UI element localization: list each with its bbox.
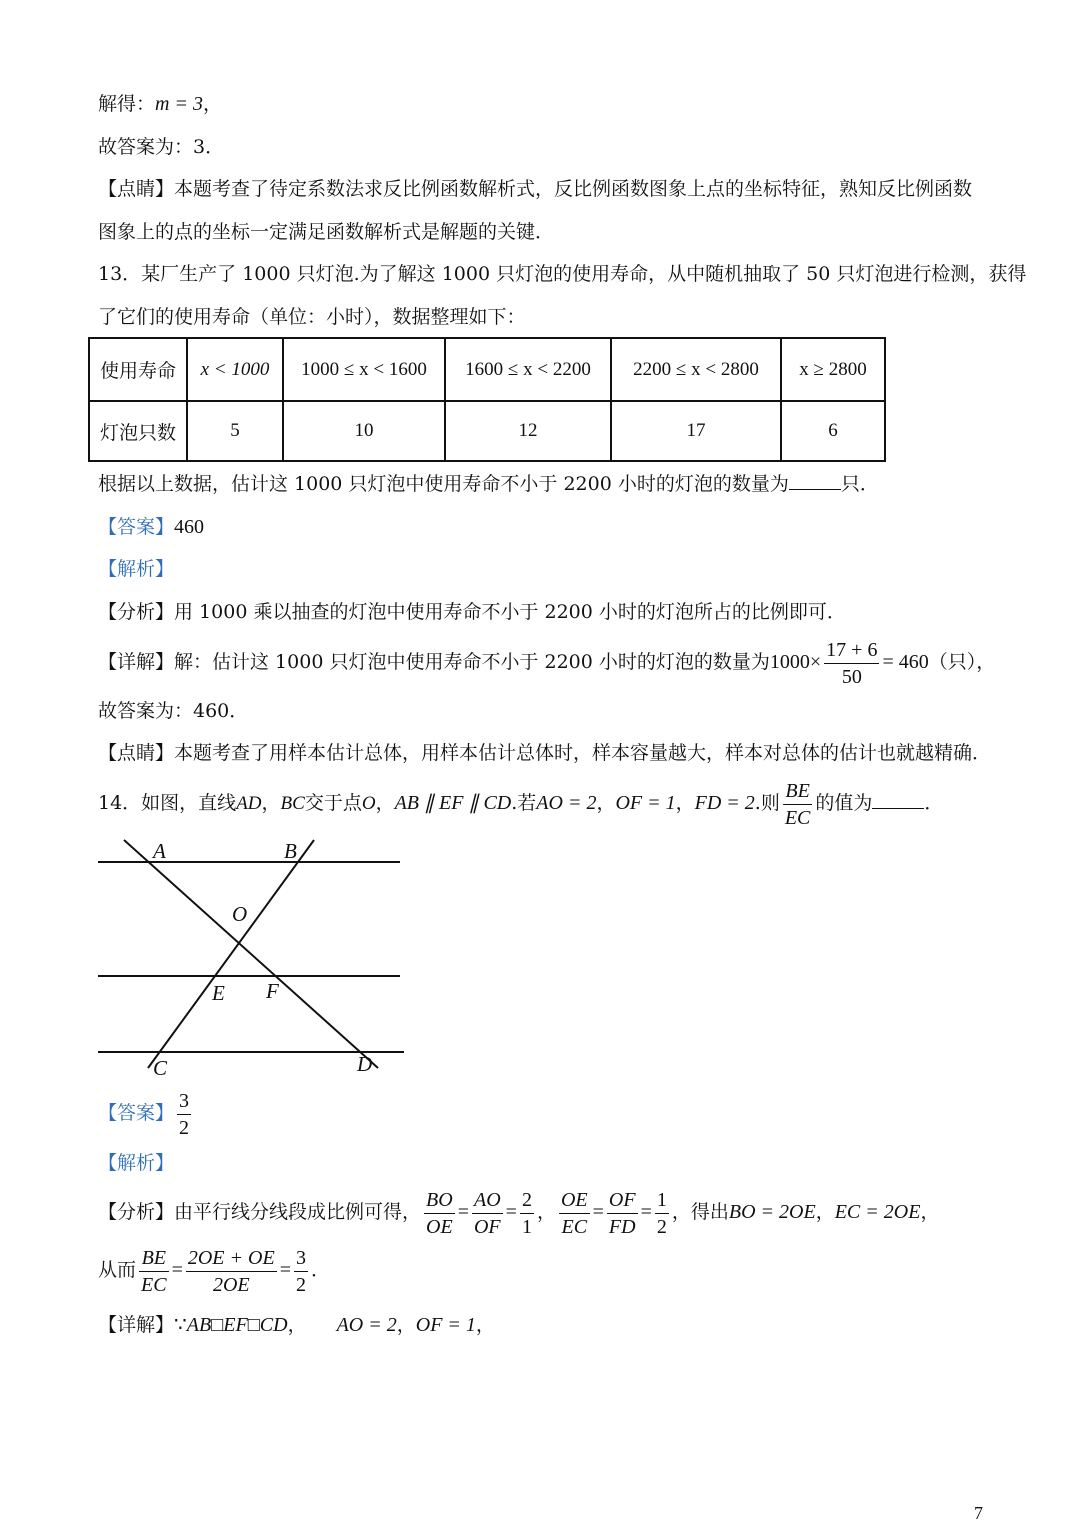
fraction: $\frac{3}{2}$	[179, 1089, 190, 1139]
q14-answer	[98, 1085, 194, 1141]
answer-tag: 【答案】	[98, 516, 175, 538]
fraction: $\frac{BE}{EC}$	[784, 779, 811, 829]
q13-stem-line-1: 13．某厂生产了 1000 只灯泡.为了解这 1000 只灯泡的使用寿命，从中随机抽取了 50 只灯泡进行检测，获得	[98, 263, 1027, 285]
table-cell: 2200 ≤ x < 2800	[611, 338, 781, 401]
q14-cong: 从而 $\frac{BE}{EC}$ = $\frac{2OE + OE}{2OE}$ = $\frac{3}{2}$ ．	[98, 1246, 330, 1296]
q14-stem: 14．如图，直线AD，BC交于点O，AB ∥ EF ∥ CD.若AO = 2，OF = 1，FD = 2.则 $\frac{BE}{EC}$ 的值为 ．	[98, 779, 944, 829]
fraction: $\frac{AO}{OF}$	[473, 1188, 501, 1238]
q13-final: 故答案为：460．	[98, 700, 249, 722]
q13-question: 根据以上数据，估计这 1000 只灯泡中使用寿命不小于 2200 小时的灯泡的数量为 只．	[98, 473, 879, 495]
q13-stem-line-2: 了它们的使用寿命（单位：小时），数据整理如下：	[98, 306, 526, 328]
fraction: $\frac{1}{2}$	[656, 1188, 667, 1238]
label-e: E	[212, 981, 225, 1005]
q13-detail: 【详解】解：估计这 1000 只灯泡中使用寿命不小于 2200 小时的灯泡的数量为1000× $\frac{17 + 6}{50}$ = 460（只），	[98, 638, 996, 688]
answer-line: 故答案为：3．	[98, 136, 225, 158]
answer-tag: 【答案】	[98, 1102, 175, 1124]
q14-detail: 【详解】∵AB□EF□CD， AO = 2，OF = 1，	[98, 1314, 495, 1336]
q13-analysis-tag: 【解析】	[98, 558, 175, 580]
q13-comment: 【点睛】本题考查了用样本估计总体，用样本估计总体时，样本容量越大，样本对总体的估计也就越精确．	[98, 742, 992, 764]
table-row	[89, 401, 885, 461]
solved-expr: m = 3	[155, 93, 203, 115]
label-b: B	[284, 839, 297, 863]
label-d: D	[357, 1052, 373, 1076]
table-cell: 17	[611, 401, 781, 461]
answer-blank	[789, 473, 841, 490]
table-cell: 灯泡只数	[89, 401, 187, 461]
comment-line-2: 图象上的点的坐标一定满足函数解析式是解题的关键．	[98, 221, 555, 243]
fraction: $\frac{3}{2}$	[295, 1246, 306, 1296]
q13-answer: 【答案】460	[98, 516, 205, 538]
table-row	[89, 338, 885, 401]
fraction: $\frac{BE}{EC}$	[141, 1246, 167, 1296]
table-cell: 1000 ≤ x < 1600	[283, 338, 445, 401]
page-number: 7	[974, 1503, 983, 1523]
q13-fenxi: 【分析】用 1000 乘以抽查的灯泡中使用寿命不小于 2200 小时的灯泡所占的比例即可．	[98, 601, 846, 623]
table-cell: x ≥ 2800	[781, 338, 885, 401]
label-f: F	[266, 979, 279, 1003]
fraction: $\frac{OE}{EC}$	[560, 1188, 588, 1238]
comment-line-1: 【点睛】本题考查了待定系数法求反比例函数解析式，反比例函数图象上点的坐标特征，熟知反比例函数	[98, 178, 973, 200]
parallel-lines-figure	[98, 835, 408, 1080]
table-cell: 6	[781, 401, 885, 461]
table-cell: x < 1000	[187, 338, 283, 401]
table-cell: 10	[283, 401, 445, 461]
table-cell: 12	[445, 401, 611, 461]
table-cell: 5	[187, 401, 283, 461]
fraction: $\frac{17 + 6}{50}$	[826, 638, 878, 688]
answer-blank	[872, 792, 924, 809]
table-cell: 使用寿命	[89, 338, 187, 401]
fraction: $\frac{2OE + OE}{2OE}$	[187, 1246, 275, 1296]
label-o: O	[232, 902, 248, 926]
table-cell: 1600 ≤ x < 2200	[445, 338, 611, 401]
label-c: C	[153, 1056, 168, 1080]
solved-line: 解得：m = 3，	[98, 93, 222, 115]
label-a: A	[153, 839, 166, 863]
q14-analysis-tag: 【解析】	[98, 1152, 175, 1174]
lifetime-table	[88, 337, 886, 462]
q14-fenxi: 【分析】由平行线分线段成比例可得， $\frac{BO}{OE}$ = $\frac{AO}{OF}$ = $\frac{2}{1}$ ， $\frac{OE}{EC}$ = $\frac{OF}{FD}$ = $\frac{1}{2}$ ，得出BO = 2OE，EC = 2OE，	[98, 1188, 940, 1238]
fraction: $\frac{2}{1}$	[521, 1188, 532, 1238]
fraction: $\frac{OF}{FD}$	[608, 1188, 636, 1238]
fraction: $\frac{BO}{OE}$	[426, 1188, 453, 1238]
